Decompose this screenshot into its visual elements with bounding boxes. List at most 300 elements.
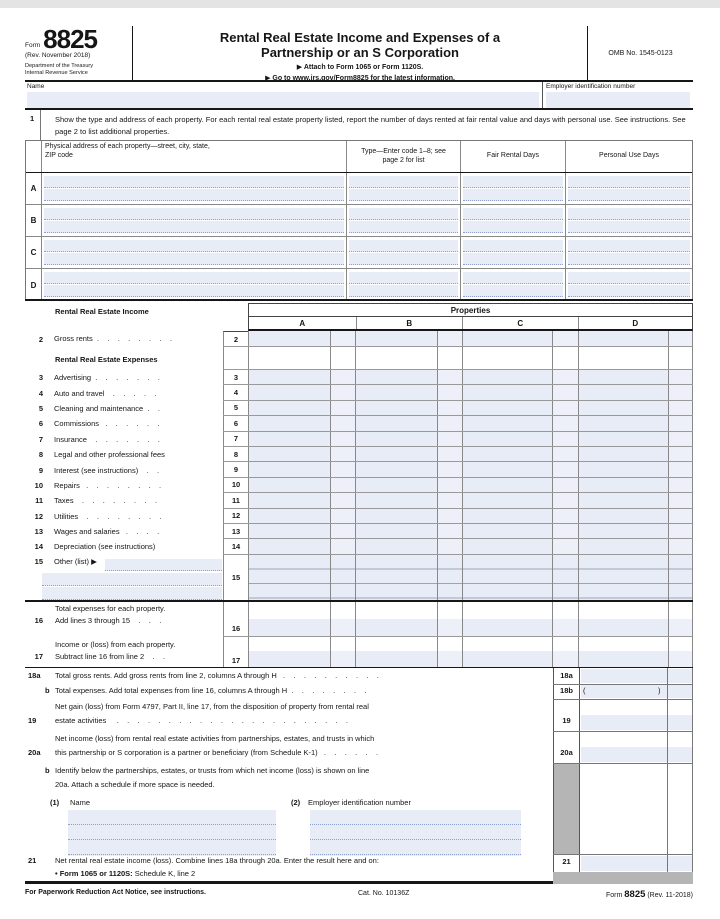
cents-cell[interactable] [437,401,462,415]
name-input-row[interactable] [68,840,276,855]
line21-text2 [55,869,195,879]
address-input[interactable] [44,272,344,284]
amount-cell[interactable] [248,601,330,636]
amount-cell[interactable] [462,416,552,430]
type-input[interactable] [349,240,458,252]
line20b-text2: 20a. Attach a schedule if more space is needed. [55,780,215,789]
expenses-section-heading: Rental Real Estate Expenses [55,355,158,364]
line-label: Insurance . . . . . . . [54,434,160,444]
line-number-box: 2 [223,331,248,346]
amount-cell[interactable] [248,447,330,461]
form-title-line2: Partnership or an S Corporation [261,45,459,60]
amount-cell[interactable] [355,539,437,553]
amount-cell[interactable] [248,509,330,523]
line-number-box: 3 [223,370,248,384]
personal-days-input[interactable] [568,176,690,188]
address-input[interactable] [44,189,344,201]
ein-input[interactable] [546,92,690,108]
line20a-number: 20a [28,748,41,757]
cents-cell[interactable] [330,432,355,446]
cents-cell[interactable] [437,493,462,507]
line1-divider [40,110,41,140]
line20b-text1: Identify below the partnerships, estates, or trusts from which net income (loss) is shown on line [55,766,370,775]
personal-days-input[interactable] [568,221,690,233]
amount-cell[interactable] [248,637,330,668]
cents-cell[interactable] [437,509,462,523]
address-input[interactable] [44,221,344,233]
name-input-row[interactable] [68,825,276,840]
line19-box: 19 [562,716,571,725]
line21-schedule-ref: Schedule K, line 2 [132,869,196,878]
cents-cell[interactable] [437,539,462,553]
cents-cell[interactable] [330,601,355,636]
line-number-box: 16 [223,601,248,636]
amount-cell[interactable] [578,432,668,446]
address-input[interactable] [44,285,344,297]
amount-cell[interactable] [248,478,330,492]
fair-days-input[interactable] [463,253,563,265]
line18b-amount-input[interactable] [581,685,692,698]
amount-cell[interactable] [355,432,437,446]
amount-row-line7 [223,432,693,447]
amount-row-line3 [223,370,693,385]
ein-input-row[interactable] [310,825,521,840]
fair-days-input[interactable] [463,240,563,252]
cents-cell[interactable] [437,432,462,446]
cents-cell[interactable] [552,478,578,492]
amount-cell[interactable] [355,331,437,346]
amount-row-line14 [223,539,693,554]
form-footer-id [606,889,693,900]
cents-cell[interactable] [330,370,355,384]
amount-cell[interactable] [248,524,330,538]
amount-cell[interactable] [248,416,330,430]
amount-row-line10 [223,478,693,493]
attach-instruction: ▶ Attach to Form 1065 or Form 1120S. [296,64,424,71]
amount-cell[interactable] [248,432,330,446]
cents-cell[interactable] [552,493,578,507]
omb-number: OMB No. 1545-0123 [608,49,673,57]
cents-cell[interactable] [330,401,355,415]
amount-cell[interactable] [462,447,552,461]
personal-days-cell [565,205,692,236]
type-input[interactable] [349,189,458,201]
form-number: 8825 [43,24,98,54]
line-number-box: 9 [223,462,248,476]
line1-number: 1 [30,114,35,123]
goto-instruction: ▶ Go to www.irs.gov/Form8825 for the latest information. [265,75,455,82]
amount-cell[interactable] [578,539,668,553]
cents-cell[interactable] [437,370,462,384]
personal-days-input[interactable] [568,189,690,201]
amount-cell[interactable] [355,447,437,461]
cents-cell[interactable] [437,331,462,346]
cents-cell[interactable] [437,637,462,668]
amount-row-line16 [223,601,693,637]
cents-cell[interactable] [330,555,355,601]
line18b-text: Total expenses. Add total expenses from line 16, columns A through H . . . . . . . . [55,686,367,695]
amount-cell[interactable] [578,509,668,523]
line18b-prefix: b [45,686,50,695]
amount-cell[interactable] [355,524,437,538]
amount-cell[interactable] [578,370,668,384]
name-input[interactable] [27,92,539,108]
cents-cell[interactable] [552,401,578,415]
cents-cell[interactable] [668,539,693,553]
address-header-line1: Physical address of each property—street, city, state, [45,143,210,150]
catalog-number: Cat. No. 10136Z [358,890,410,897]
amount-cell[interactable] [462,539,552,553]
cents-cell[interactable] [330,447,355,461]
amount-cell[interactable] [248,555,330,601]
scan-top-edge [0,0,720,8]
personal-days-cell [565,173,692,204]
personal-days-input[interactable] [568,272,690,284]
expense-label-row [28,462,224,477]
amount-cell[interactable] [578,555,668,601]
other-list-input[interactable] [105,559,222,571]
line-number-box: 14 [223,539,248,553]
amount-row-line12 [223,509,693,524]
fair-days-input[interactable] [463,208,563,220]
fair-days-input[interactable] [463,189,563,201]
spacer-cell [248,347,330,369]
ein-input-row[interactable] [310,840,521,855]
line18b-box: 18b [560,685,573,695]
cents-cell[interactable] [668,432,693,446]
line18a-amount-input[interactable] [581,669,692,683]
amount-cell[interactable] [248,401,330,415]
cents-cell[interactable] [330,509,355,523]
amount-cell[interactable] [462,509,552,523]
line21-amount-input[interactable] [581,856,692,871]
other-list-input[interactable] [42,587,222,600]
cents-cell[interactable] [437,385,462,399]
line15-label: Other (list) ▶ [54,557,97,566]
line-number: 9 [38,465,43,475]
cents-cell[interactable] [668,416,693,430]
address-header-line2: ZIP code [45,151,73,159]
amount-cell[interactable] [578,524,668,538]
fair-days-cell [460,237,565,268]
fair-days-cell [460,205,565,236]
cents-cell[interactable] [668,370,693,384]
name-input-row[interactable] [68,810,276,825]
fair-days-cell [460,173,565,204]
line-number: 12 [34,511,43,521]
spacer-cell [330,347,355,369]
amount-cell[interactable] [462,524,552,538]
amount-cell[interactable] [248,462,330,476]
cents-cell[interactable] [668,447,693,461]
sub2-number: (2) [291,798,301,807]
line-number: 4 [38,388,43,398]
column-c-header: C [462,317,577,329]
property-row-b [26,205,692,237]
fair-days-input[interactable] [463,285,563,297]
cents-cell[interactable] [668,493,693,507]
line-number-box: 12 [223,509,248,523]
amount-cell[interactable] [578,478,668,492]
line2-label-row [28,331,223,347]
type-input[interactable] [349,285,458,297]
expense-label-row [28,447,224,462]
amount-row-line8 [223,447,693,462]
amount-cell[interactable] [355,478,437,492]
cents-cell[interactable] [668,401,693,415]
line-label: Commissions . . . . . . [54,419,160,429]
amount-cell[interactable] [248,493,330,507]
personal-days-cell [565,269,692,301]
line20a-amount-input[interactable] [581,747,692,762]
cents-cell[interactable] [668,478,693,492]
partnership-ein-inputs[interactable] [310,810,521,856]
line-number: 11 [35,496,43,506]
treasury-label: Department of the Treasury [25,63,94,69]
cents-cell[interactable] [668,331,693,346]
amount-row-line13 [223,524,693,539]
line-label: Cleaning and maintenance . . [54,403,160,413]
personal-days-input[interactable] [568,285,690,297]
line-number: 3 [38,373,43,383]
amount-cell[interactable] [462,462,552,476]
partnership-name-inputs[interactable] [68,810,276,856]
line17-text1: Income or (loss) from each property. [55,640,176,649]
line-label: Wages and salaries . . . . [54,527,160,537]
letter-header-cell [26,141,41,172]
address-input[interactable] [44,240,344,252]
line19-number: 19 [28,716,37,725]
cents-cell[interactable] [437,447,462,461]
line18b-close-paren: ) [658,686,661,695]
line19-amount-input[interactable] [581,715,692,730]
amount-cell[interactable] [462,385,552,399]
amount-cell[interactable] [462,370,552,384]
cents-cell[interactable] [552,370,578,384]
amount-cell[interactable] [248,539,330,553]
cents-cell[interactable] [552,447,578,461]
type-header-text: Type—Enter code 1–8; see page 2 for list [361,148,446,164]
fair-days-input[interactable] [463,176,563,188]
cents-cell[interactable] [437,478,462,492]
shaded-bar [553,872,693,884]
amount-cell[interactable] [578,637,668,668]
address-input[interactable] [44,176,344,188]
type-input[interactable] [349,253,458,265]
type-input[interactable] [349,176,458,188]
cents-cell[interactable] [552,416,578,430]
sub1-number: (1) [50,798,60,807]
cents-cell[interactable] [437,555,462,601]
cents-cell[interactable] [552,509,578,523]
line-number: 5 [38,403,43,413]
cents-cell[interactable] [668,555,693,601]
row-divider [553,731,693,732]
personal-days-input[interactable] [568,208,690,220]
cents-cell[interactable] [552,385,578,399]
line2-label: Gross rents . . . . . . . . [54,334,172,344]
type-column-header [346,141,460,172]
amount-cell[interactable] [355,637,437,668]
row-letter: B [30,216,37,225]
amount-cell[interactable] [578,331,668,346]
type-input[interactable] [349,208,458,220]
cents-cell[interactable] [552,601,578,636]
sub2-label: Employer identification number [308,798,411,807]
cents-cell[interactable] [437,524,462,538]
amount-cell[interactable] [248,370,330,384]
amount-row-gap [223,347,693,370]
amount-cell[interactable] [462,493,552,507]
amount-cell[interactable] [462,637,552,668]
personal-days-input[interactable] [568,240,690,252]
cents-cell[interactable] [330,637,355,668]
cents-cell[interactable] [437,416,462,430]
form-header [25,26,693,82]
expense-label-row [28,493,224,508]
cents-cell[interactable] [330,524,355,538]
fair-rental-days-header: Fair Rental Days [460,141,565,172]
line-number-box: 6 [223,416,248,430]
amount-cell[interactable] [355,416,437,430]
amount-row-line6 [223,416,693,431]
spacer-cell [355,347,437,369]
cents-cell[interactable] [330,331,355,346]
cents-cell[interactable] [668,509,693,523]
line19-text2: estate activities . . . . . . . . . . . . . . . . . . . . . . . [55,716,348,725]
amount-cell[interactable] [355,601,437,636]
fair-days-input[interactable] [463,272,563,284]
cents-cell[interactable] [552,462,578,476]
fair-days-input[interactable] [463,221,563,233]
cents-cell[interactable] [330,478,355,492]
identity-row [25,82,693,110]
line18a-box: 18a [560,670,573,680]
column-b-header: B [356,317,463,329]
cents-cell[interactable] [330,416,355,430]
amount-cell[interactable] [578,385,668,399]
line17-text2: Subtract line 16 from line 2 . . [55,652,166,661]
amount-row-line2 [223,331,693,347]
cents-cell[interactable] [668,637,693,668]
line-label: Auto and travel . . . . . [54,388,157,398]
properties-title: Properties [248,303,693,317]
summary-section [25,668,693,884]
line15-number: 15 [34,557,43,566]
type-input[interactable] [349,272,458,284]
amount-cell[interactable] [578,401,668,415]
amount-cell[interactable] [462,331,552,346]
expense-label-row [28,539,224,554]
amount-cell[interactable] [578,416,668,430]
address-input[interactable] [44,253,344,265]
amount-cell[interactable] [462,478,552,492]
column-a-header: A [299,318,306,328]
other-list-input[interactable] [42,573,222,586]
amount-cell[interactable] [355,509,437,523]
amount-cell[interactable] [578,462,668,476]
line17-number: 17 [34,652,43,661]
line-number: 8 [38,450,43,460]
cents-cell[interactable] [437,462,462,476]
row-divider [553,854,693,855]
line-number-box: 8 [223,447,248,461]
amount-cell[interactable] [462,555,552,601]
amount-cell[interactable] [248,331,330,346]
amount-cell[interactable] [355,462,437,476]
form-title-line1: Rental Real Estate Income and Expenses of a [219,30,501,45]
line18b-open-paren: ( [583,686,586,695]
cents-cell[interactable] [330,462,355,476]
personal-days-input[interactable] [568,253,690,265]
property-row-c [26,237,692,269]
amount-cell[interactable] [355,385,437,399]
amount-cell[interactable] [578,447,668,461]
amount-row-line5 [223,401,693,416]
cents-cell[interactable] [330,539,355,553]
amount-cell[interactable] [355,401,437,415]
property-row-d [26,269,692,301]
cents-cell[interactable] [552,539,578,553]
footer-form-word: Form [605,892,625,899]
cents-cell[interactable] [552,524,578,538]
irs-label: Internal Revenue Service [25,70,88,76]
amount-cell[interactable] [355,555,437,601]
amount-cell[interactable] [355,370,437,384]
address-cell [41,237,346,268]
type-input[interactable] [349,221,458,233]
cents-cell[interactable] [668,385,693,399]
ein-input-row[interactable] [310,810,521,825]
column-d-header: D [578,317,692,329]
amount-cell[interactable] [462,432,552,446]
footer-revision: (Rev. 11-2018) [645,892,693,899]
amount-cell[interactable] [578,601,668,636]
amount-cell[interactable] [355,493,437,507]
cents-cell[interactable] [668,462,693,476]
ein-label: Employer identification number [546,83,636,90]
cents-cell[interactable] [330,493,355,507]
amount-cell[interactable] [462,601,552,636]
address-input[interactable] [44,208,344,220]
cents-cell[interactable] [552,331,578,346]
amount-cell[interactable] [578,493,668,507]
line-label: Depreciation (see instructions) [54,542,156,552]
footer-form-number: 8825 [624,889,646,900]
property-address-table [25,140,693,300]
ein-section [543,82,693,108]
line-label: Taxes . . . . . . . . [54,496,157,506]
type-cell [346,269,460,301]
shaded-area [554,763,579,854]
cents-cell[interactable] [552,432,578,446]
line-label: Legal and other professional fees [54,450,165,460]
amount-cell[interactable] [462,401,552,415]
cents-cell[interactable] [668,601,693,636]
personal-days-cell [565,237,692,268]
expense-label-row [28,509,224,524]
address-table-bottom-rule [25,299,693,301]
amount-cell[interactable] [248,385,330,399]
cents-cell[interactable] [552,555,578,601]
cents-cell[interactable] [330,385,355,399]
line15-bottom-rule [25,600,693,602]
cents-cell[interactable] [437,601,462,636]
cents-cell[interactable] [668,524,693,538]
cents-cell[interactable] [552,637,578,668]
expense-labels [28,370,224,555]
line-number: 10 [34,480,43,490]
